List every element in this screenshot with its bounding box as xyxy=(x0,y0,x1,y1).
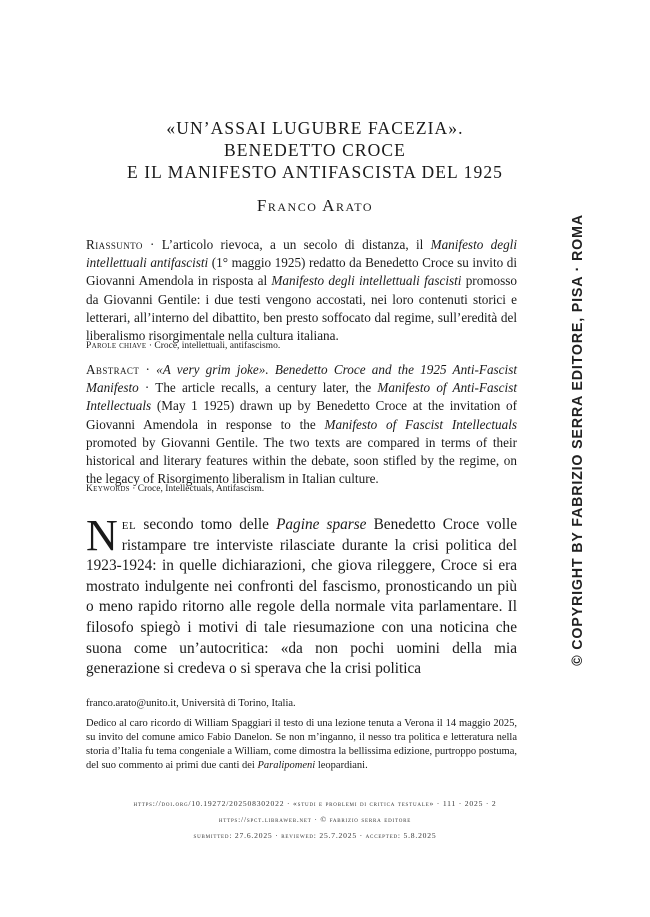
doi-line: https://doi.org/10.19272/202508302022 · «studi e problemi di critica testuale» · 111 · 2025 · 2 xyxy=(133,799,497,808)
keywords-label: Keywords xyxy=(86,484,130,494)
parole-chiave: Parole chiave · Croce, intellettuali, antifascismo. xyxy=(86,341,281,351)
footnote-dedication: Dedico al caro ricordo di William Spaggiari il testo di una lezione tenuta a Verona il 14 maggio 2025, su invito del comune amico Fabio Danelon. Se non m’inganno, il nesso tra politica e letteratura nella storia d’Italia fu tema congeniale a William, come dimostra la bellissima edizione, purtroppo postuma, del suo commento ai primi due canti dei Paralipomeni leopardiani. xyxy=(86,718,517,771)
footnote-affiliation: franco.arato@unito.it, Università di Torino, Italia. xyxy=(86,698,296,709)
title-line-3: E IL MANIFESTO ANTIFASCISTA DEL 1925 xyxy=(126,162,504,182)
riassunto-label: Riassunto xyxy=(86,237,143,252)
riassunto-paragraph: Riassunto · L’articolo rievoca, a un secolo di distanza, il Manifesto degli intellettuali antifascisti (1° maggio 1925) redatto da Benedetto Croce su invito di Giovanni Amendola in risposta al Manifesto degli intellettuali fascisti promosso da Giovanni Gentile: i due testi vengono accostati, nei loro contenuti storici e letterari, all’interno del dibattito, ben presto soffocato dal regime, sull’eredità del liberalismo risorgimentale nella cultura italiana. xyxy=(86,237,518,344)
copyright-text: © COPYRIGHT BY FABRIZIO SERRA EDITORE, PISA · ROMA xyxy=(570,214,586,666)
keywords: Keywords · Croce, Intellectuals, Antifascism. xyxy=(86,484,265,494)
body-paragraph: Nel secondo tomo delle Pagine sparse Benedetto Croce volle ristampare tre interviste rilasciate durante la crisi politica del 1923-1924: in quelle dichiarazioni, che giova rileggere, Croce si era mostrato indulgente nei confronti del fascismo, pronosticando un più o meno rapido ritorno alle regole della normale vita parlamentare. Il filosofo spiegò i motivi di tale riesumazione con una noticina che suona come un’autocritica: «da non pochi uomini della mia generazione si credeva o si sperava che la crisi politica xyxy=(86,511,517,678)
title-line-2: BENEDETTO CROCE xyxy=(224,140,406,160)
drop-cap: N xyxy=(86,511,118,560)
article-title xyxy=(60,117,570,183)
dates-line: submitted: 27.6.2025 · reviewed: 25.7.2025 · accepted: 5.8.2025 xyxy=(193,831,437,840)
copyright-sidebar xyxy=(568,200,588,680)
publisher-line: https://spct.libraweb.net · © fabrizio serra editore xyxy=(218,815,412,824)
abstract-label: Abstract xyxy=(86,362,140,377)
title-line-1: «UN’ASSAI LUGUBRE FACEZIA». xyxy=(166,118,464,138)
parole-chiave-label: Parole chiave xyxy=(86,341,147,351)
author-name: Franco Arato xyxy=(256,196,374,215)
abstract-paragraph: Abstract · «A very grim joke». Benedetto Croce and the 1925 Anti-Fascist Manifesto · The article recalls, a century later, the Manifesto of Anti-Fascist Intellectuals (May 1 1925) drawn up by Benedetto Croce at the invitation of Giovanni Amendola in response to the Manifesto of Fascist Intellectuals promoted by Giovanni Gentile. The two texts are compared in terms of their historical and literary features within the debate, soon stifled by the regime, on the legacy of Risorgimento liberalism in Italian culture. xyxy=(86,362,517,487)
